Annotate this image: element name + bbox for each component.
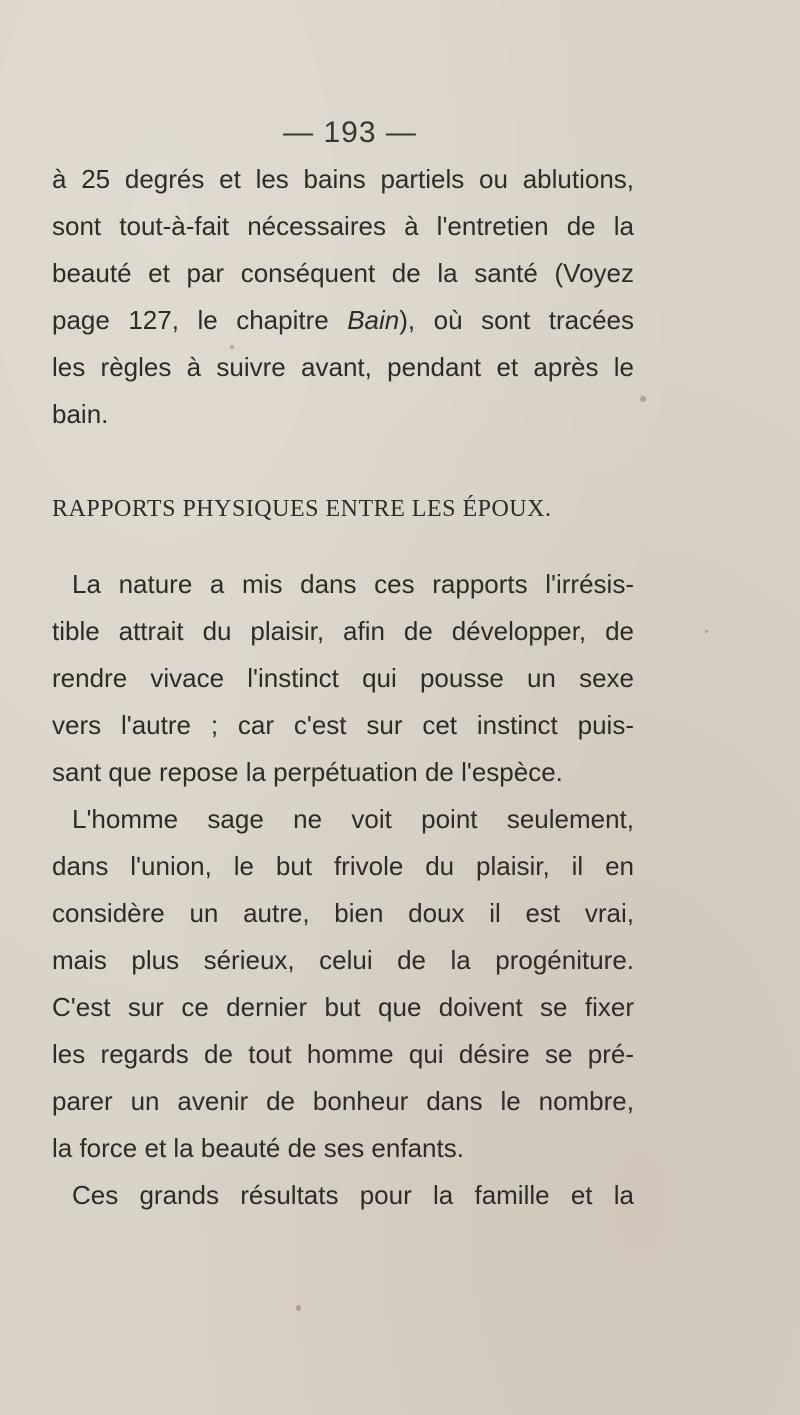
paragraph-2 (52, 561, 634, 1219)
section-heading: RAPPORTS PHYSIQUES ENTRE LES ÉPOUX. (52, 496, 552, 522)
text-line: vers l'autre ; car c'est sur cet instinct puis- (52, 710, 634, 740)
text-line: C'est sur ce dernier but que doivent se fixer (52, 992, 634, 1022)
text-line: La nature a mis dans ces rapports l'irrésis- (72, 569, 634, 599)
text-line: Ces grands résultats pour la famille et la (72, 1180, 634, 1210)
text-line: considère un autre, bien doux il est vrai, (52, 898, 634, 928)
text-line: les règles à suivre avant, pendant et après le (52, 352, 634, 382)
page-number: — 193 — (283, 116, 417, 149)
text-line: tible attrait du plaisir, afin de développer, de (52, 616, 634, 646)
text-line: les regards de tout homme qui désire se pré- (52, 1039, 634, 1069)
paper-speck (230, 345, 234, 349)
text-line: parer un avenir de bonheur dans le nombre, (52, 1086, 634, 1116)
text-line: rendre vivace l'instinct qui pousse un sexe (52, 663, 634, 693)
text-line: mais plus sérieux, celui de la progéniture. (52, 945, 634, 975)
paragraph-1 (52, 156, 634, 438)
paper-speck (705, 630, 708, 633)
italic-chapter-name: Bain (347, 305, 400, 335)
paper-speck (296, 1305, 301, 1311)
text-line: beauté et par conséquent de la santé (Voyez (52, 258, 634, 288)
text-line: la force et la beauté de ses enfants. (52, 1133, 464, 1163)
text-line: L'homme sage ne voit point seulement, (72, 804, 634, 834)
text-fragment: page 127, le chapitre (52, 305, 348, 335)
text-line: dans l'union, le but frivole du plaisir, il en (52, 851, 634, 881)
text-line: sant que repose la perpétuation de l'espèce. (52, 757, 563, 787)
text-line: sont tout-à-fait nécessaires à l'entretien de la (52, 211, 634, 241)
text-fragment: ), où sont tracées (399, 305, 634, 335)
text-line: bain. (52, 399, 109, 429)
paper-speck (640, 396, 646, 402)
text-line: à 25 degrés et les bains partiels ou ablutions, (52, 164, 634, 194)
text-line-with-italic (52, 297, 634, 344)
